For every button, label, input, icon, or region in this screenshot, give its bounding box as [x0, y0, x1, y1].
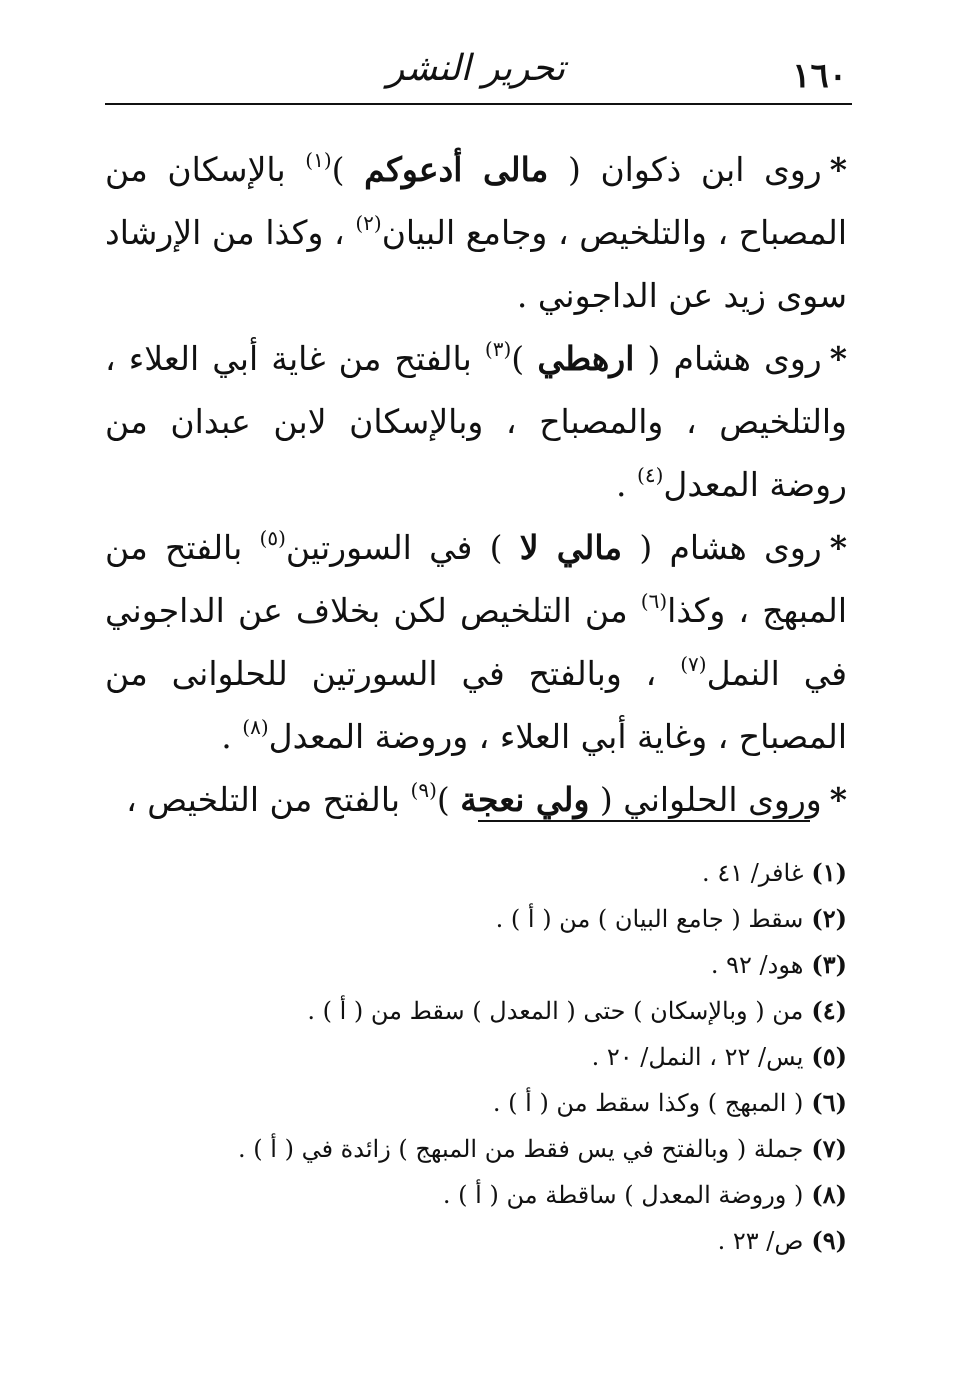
footnote-number: (٨) [811, 1180, 847, 1209]
text-run: ) في السورتين [285, 528, 520, 567]
footnote-number: (٧) [811, 1134, 847, 1163]
text-run: ، وكذا من الإرشاد سوى زيد عن الداجوني . [105, 213, 847, 315]
footnote-number: (٣) [811, 950, 847, 979]
text-run: وروى الحلواني ( [589, 780, 822, 819]
paragraph [105, 516, 847, 768]
text-run: . [221, 717, 243, 756]
footnote-ref: (٢) [355, 211, 382, 235]
paragraph [105, 138, 847, 327]
page-header [105, 48, 847, 102]
footnote-ref: (٥) [259, 526, 286, 550]
footnote-number: (٩) [811, 1226, 847, 1255]
footnote-ref: (١) [305, 148, 332, 172]
quran-word: ارهطي [537, 339, 635, 378]
footnotes-list [207, 850, 847, 1264]
text-run: ، وبالفتح في السورتين للحلوانى من المصباح ، وغاية أبي العلاء ، وروضة المعدل [105, 654, 847, 756]
footnote-text: غافر/ ٤١ . [702, 859, 804, 887]
header-rule [105, 103, 852, 105]
quran-word: ولي نعجة [460, 780, 590, 819]
text-run: بالإسكان من المصباح ، والتلخيص ، وجامع البيان [105, 150, 847, 252]
asterisk-marker: * [829, 339, 847, 378]
footnote-item [207, 988, 847, 1034]
asterisk-marker: * [829, 780, 847, 819]
text-run: بالفتح من غاية أبي العلاء ، والتلخيص ، والمصباح ، وبالإسكان لابن عبدان من روضة المعدل [105, 339, 847, 504]
footnote-ref: (٣) [484, 337, 512, 361]
text-run: . [616, 465, 638, 504]
footnote-item [207, 1034, 847, 1080]
quran-word: مالي لا [519, 528, 623, 567]
footnote-item [207, 942, 847, 988]
footnote-text: هود/ ٩٢ . [710, 951, 804, 979]
footnote-text: سقط ( جامع البيان ) من ( أ ) . [495, 905, 804, 933]
footnote-number: (٢) [811, 904, 847, 933]
main-text [105, 138, 847, 831]
footnote-item [207, 1218, 847, 1264]
footnote-text: يس/ ٢٢ ، النمل/ ٢٠ . [591, 1043, 804, 1071]
footnote-number: (٦) [811, 1088, 847, 1117]
text-run: روى ابن ذكوان ( [548, 150, 822, 189]
running-title: تحرير النشر [386, 48, 566, 89]
footnote-ref: (٧) [680, 652, 707, 676]
footnote-ref: (٦) [640, 589, 668, 613]
footnote-item [207, 1080, 847, 1126]
footnote-item [207, 850, 847, 896]
footnote-item [207, 1126, 847, 1172]
footnote-text: ( المبهج ) وكذا سقط من ( أ ) . [492, 1089, 804, 1117]
footnote-text: ص/ ٢٣ . [717, 1227, 804, 1255]
footnote-text: ( وروضة المعدل ) ساقطة من ( أ ) . [442, 1181, 804, 1209]
text-run: بالفتح من المبهج ، وكذا [105, 528, 847, 630]
text-run: بالفتح من التلخيص ، [126, 780, 411, 819]
footnote-separator [478, 820, 810, 822]
paragraph [105, 327, 847, 516]
footnote-ref: (٤) [637, 463, 664, 487]
footnote-number: (٥) [811, 1042, 847, 1071]
page-number: ١٦٠ [792, 56, 847, 96]
text-run: روى هشام ( [622, 528, 822, 567]
footnote-number: (٤) [811, 996, 847, 1025]
text-run: ) [331, 150, 365, 189]
text-run: روى هشام ( [634, 339, 822, 378]
text-run: ) [511, 339, 538, 378]
footnote-item [207, 1172, 847, 1218]
footnote-ref: (٨) [242, 715, 269, 739]
footnote-number: (١) [811, 858, 847, 887]
text-run: ) [436, 780, 461, 819]
asterisk-marker: * [829, 528, 847, 567]
quran-word: مالى أدعوكم [364, 150, 549, 189]
footnote-text: من ( وبالإسكان ) حتى ( المعدل ) سقط من ( أ ) . [307, 997, 804, 1025]
text-run: من التلخيص لكن بخلاف عن الداجوني في النمل [105, 591, 847, 693]
footnote-item [207, 896, 847, 942]
footnote-ref: (٩) [410, 778, 437, 802]
footnote-text: جملة ( وبالفتح في يس فقط من المبهج ) زائدة في ( أ ) . [238, 1135, 804, 1163]
asterisk-marker: * [829, 150, 847, 189]
